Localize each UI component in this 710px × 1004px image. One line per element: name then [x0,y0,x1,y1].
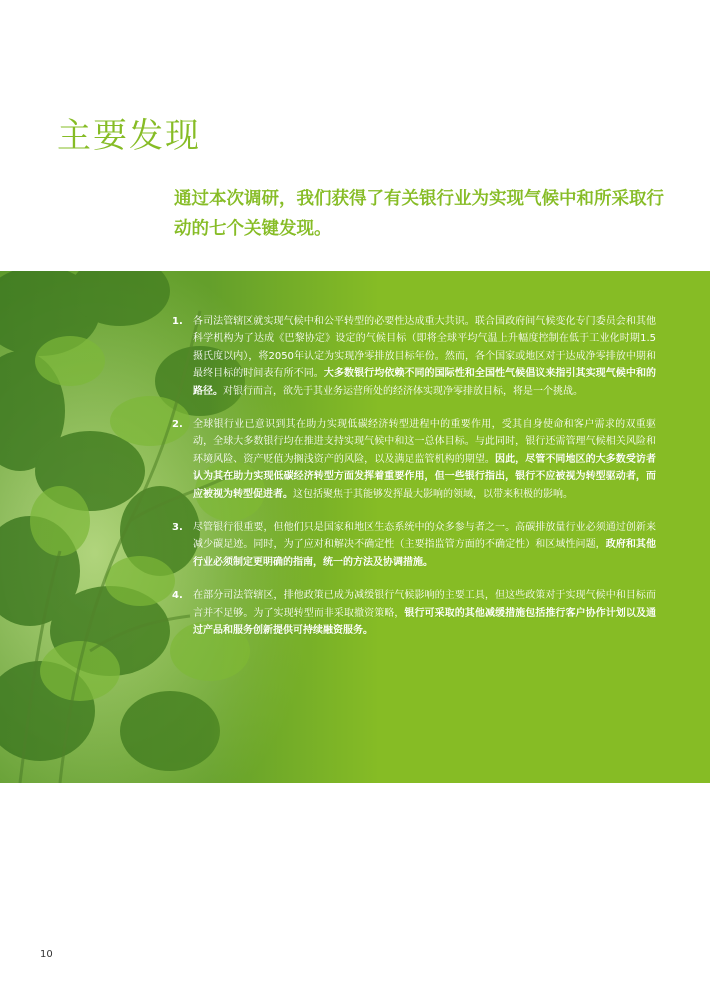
page-title: 主要发现 [57,116,201,156]
finding-4 [172,587,656,639]
finding-highlight: 因此，尽管不同地区的大多数受访者认为其在助力实现低碳经济转型方面发挥着重要作用，但一些银行指出，银行不应被视为转型驱动者，而应被视为转型促进者。 [193,453,656,500]
finding-text: 尽管银行很重要，但他们只是国家和地区生态系统中的众多参与者之一。高碳排放量行业必须通过创新来减少碳足迹。同时，为了应对和解决不确定性（主要指监管方面的不确定性）和区域性问题， [193,522,656,551]
findings-panel [0,271,710,783]
finding-text: 各司法管辖区就实现气候中和公平转型的必要性达成重大共识。联合国政府间气候变化专门委员会和其他科学机构为了达成《巴黎协定》设定的气候目标（即将全球平均气温上升幅度控制在低于工业化时期1.5摄氏度以内），将2050年认定为实现净零排放目标年份。然而，各个国家或地区对于达成净零排放中期和最终目标的时间表有所不同。 [193,316,656,380]
finding-text-continued: 这包括聚焦于其能够发挥最大影响的领域，以带来积极的影响。 [293,488,573,500]
key-findings-list [172,313,656,656]
finding-number: 1. [172,316,183,327]
finding-number: 2. [172,419,183,431]
finding-text: 全球银行业已意识到其在助力实现低碳经济转型进程中的重要作用，受其自身使命和客户需求的双重驱动，全球大多数银行均在推进支持实现气候中和这一总体目标。与此同时，银行还需管理气候相关风险和环境风险、资产贬值为搁浅资产的风险，以及满足监管机构的期望。 [193,419,656,465]
lead-statement: 通过本次调研，我们获得了有关银行业为实现气候中和所采取行动的七个关键发现。 [174,189,664,239]
finding-text: 在部分司法管辖区，排他政策已成为减缓银行气候影响的主要工具，但这些政策对于实现气候中和目标而言并不足够。为了实现转型而非采取撤资策略， [193,590,656,619]
finding-highlight: 政府和其他行业必须制定更明确的指南，统一的方法及协调措施。 [193,539,657,568]
finding-3 [172,519,656,571]
finding-number: 4. [172,590,183,602]
finding-number: 3. [172,522,183,534]
page-number: 10 [40,949,53,960]
finding-text-continued: 对银行而言，欲先于其业务运营所处的经济体实现净零排放目标，将是一个挑战。 [223,385,583,397]
finding-highlight: 大多数银行均依赖不同的国际性和全国性气候倡议来指引其实现气候中和的路径。 [193,368,657,397]
finding-1 [172,313,656,400]
finding-highlight: 银行可采取的其他减缓措施包括推行客户协作计划以及通过产品和服务创新提供可持续融资服务。 [193,607,657,637]
finding-2 [172,416,656,503]
